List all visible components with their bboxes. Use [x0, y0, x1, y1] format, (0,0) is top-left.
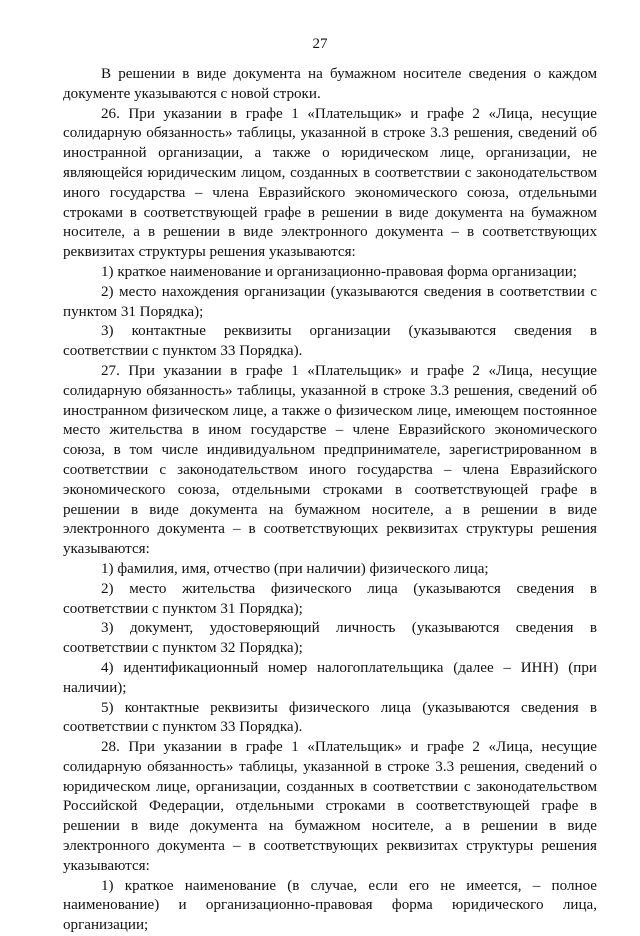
paragraph-28: 28. При указании в графе 1 «Плательщик» и графе 2 «Лица, несущие солидарную обязанность» таблицы, указанной в строке 3.3 решения, сведений о юридическом лице, организации, созданных в соответствии с законодательством Российской Федерации, отдельными строками в соответствующей графе в решении в виде документа на бумажном носителе, а в решении в виде электронного документа – в соответствующих реквизитах структуры решения указываются: — [63, 739, 597, 874]
list-item-26-3: 3) контактные реквизиты организации (указываются сведения в соответствии с пунктом 33 Порядка). — [63, 323, 597, 360]
list-item-27-5: 5) контактные реквизиты физического лица (указываются сведения в соответствии с пунктом 33 Порядка). — [63, 699, 597, 736]
paragraph-27: 27. При указании в графе 1 «Плательщик» и графе 2 «Лица, несущие солидарную обязанность» таблицы, указанной в строке 3.3 решения, сведений об иностранном физическом лице, а также о физическом лице, имеющем постоянное место жительства в ином государстве – члене Евразийского экономического союза, в том числе индивидуальном предпринимателе, зарегистрированном в соответствии с законодательством иного государства – члена Евразийского экономического союза, отдельными строками в соответствующей графе в решении в виде документа на бумажном носителе, а в решении в виде электронного документа – в соответствующих реквизитах структуры решения указываются: — [63, 362, 597, 558]
list-item-28-1: 1) краткое наименование (в случае, если его не имеется, – полное наименование) и организационно-правовая форма юридического лица, организации; — [63, 877, 597, 934]
paragraph-documents-new-line: В решении в виде документа на бумажном носителе сведения о каждом документе указываются с новой строки. — [63, 66, 597, 102]
list-item-27-4: 4) идентификационный номер налогоплательщика (далее – ИНН) (при наличии); — [63, 659, 597, 696]
list-item-27-1: 1) фамилия, имя, отчество (при наличии) физического лица; — [101, 560, 489, 577]
list-item-26-2: 2) место нахождения организации (указываются сведения в соответствии с пунктом 31 Порядка); — [63, 283, 597, 320]
document-body — [63, 65, 597, 936]
list-item-27-3: 3) документ, удостоверяющий личность (указываются сведения в соответствии с пунктом 32 Порядка); — [63, 620, 597, 657]
paragraph-26: 26. При указании в графе 1 «Плательщик» и графе 2 «Лица, несущие солидарную обязанность» таблицы, указанной в строке 3.3 решения, сведений об иностранной организации, а также о юридическом лице, организации, не являющейся юридическим лицом, созданных в соответствии с законодательством иного государства – члена Евразийского экономического союза, отдельными строками в соответствующей графе в решении в виде документа на бумажном носителе, а в решении в виде электронного документа – в соответствующих реквизитах структуры решения указываются: — [63, 105, 597, 261]
list-item-27-2: 2) место жительства физического лица (указываются сведения в соответствии с пунктом 31 Порядка); — [63, 580, 597, 617]
list-item-26-1: 1) краткое наименование и организационно-правовая форма организации; — [101, 263, 577, 280]
page-number: 27 — [312, 36, 328, 52]
